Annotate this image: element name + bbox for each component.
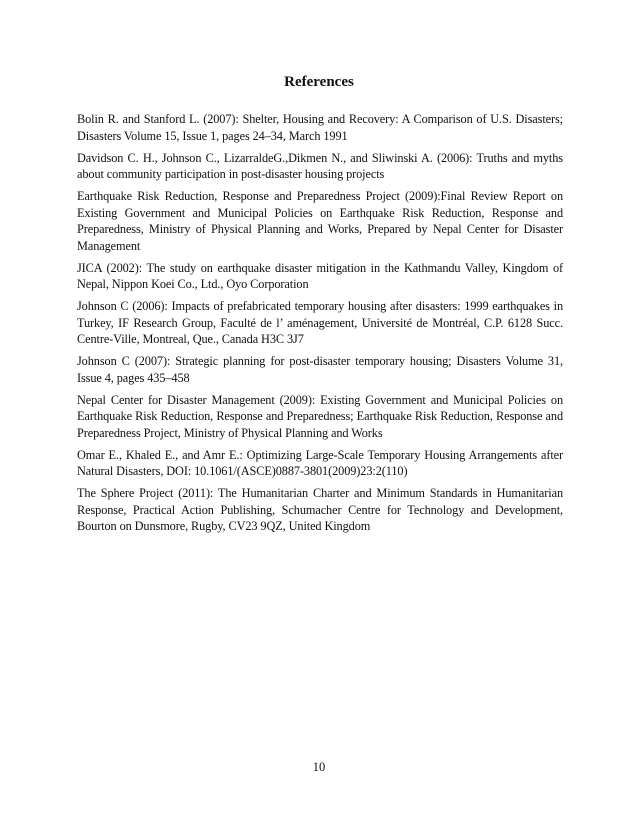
reference-entry: Nepal Center for Disaster Management (2009): Existing Government and Municipal Policies on Earthquake Risk Reduction, Response and Preparedness; Earthquake Risk Reduction, Response and Preparedness Project, Ministry of Physical Planning and Works [77,392,563,440]
reference-entry: Bolin R. and Stanford L. (2007): Shelter, Housing and Recovery: A Comparison of U.S. Disasters; Disasters Volume 15, Issue 1, pages 24–34, March 1991 [77,112,563,143]
reference-entry: Johnson C (2006): Impacts of prefabricated temporary housing after disasters: 1999 earthquakes in Turkey, IF Research Group, Faculté de l’ aménagement, Université de Montréal, C.P. 6128 Succ. Centre-Ville, Montreal, Que., Canada H3C 3J7 [77,299,563,346]
reference-list [77,111,563,540]
reference-entry: Johnson C (2007): Strategic planning for post-disaster temporary housing; Disasters Volume 31, Issue 4, pages 435–458 [77,354,563,385]
reference-entry: The Sphere Project (2011): The Humanitarian Charter and Minimum Standards in Humanitarian Response, Practical Action Publishing, Schumacher Centre for Technology and Development, Bourton on Dunsmore, Rugby, CV23 9QZ, United Kingdom [77,486,563,533]
page-number: 10 [312,760,326,774]
reference-entry: JICA (2002): The study on earthquake disaster mitigation in the Kathmandu Valley, Kingdom of Nepal, Nippon Koei Co., Ltd., Oyo Corporation [77,260,563,291]
reference-entry: Earthquake Risk Reduction, Response and Preparedness Project (2009):Final Review Report on Existing Government and Municipal Policies on Earthquake Risk Reduction, Response and Preparedness, Ministry of Physical Planning and Works, Prepared by Nepal Center for Disaster Management [77,189,563,253]
reference-entry: Davidson C. H., Johnson C., LizarraldeG.,Dikmen N., and Sliwinski A. (2006): Truths and myths about community participation in post-disaster housing projects [77,150,563,181]
reference-entry: Omar E., Khaled E., and Amr E.: Optimizing Large-Scale Temporary Housing Arrangements after Natural Disasters, DOI: 10.1061/(ASCE)0887-3801(2009)23:2(110) [77,447,563,478]
page-title: References [284,74,354,90]
